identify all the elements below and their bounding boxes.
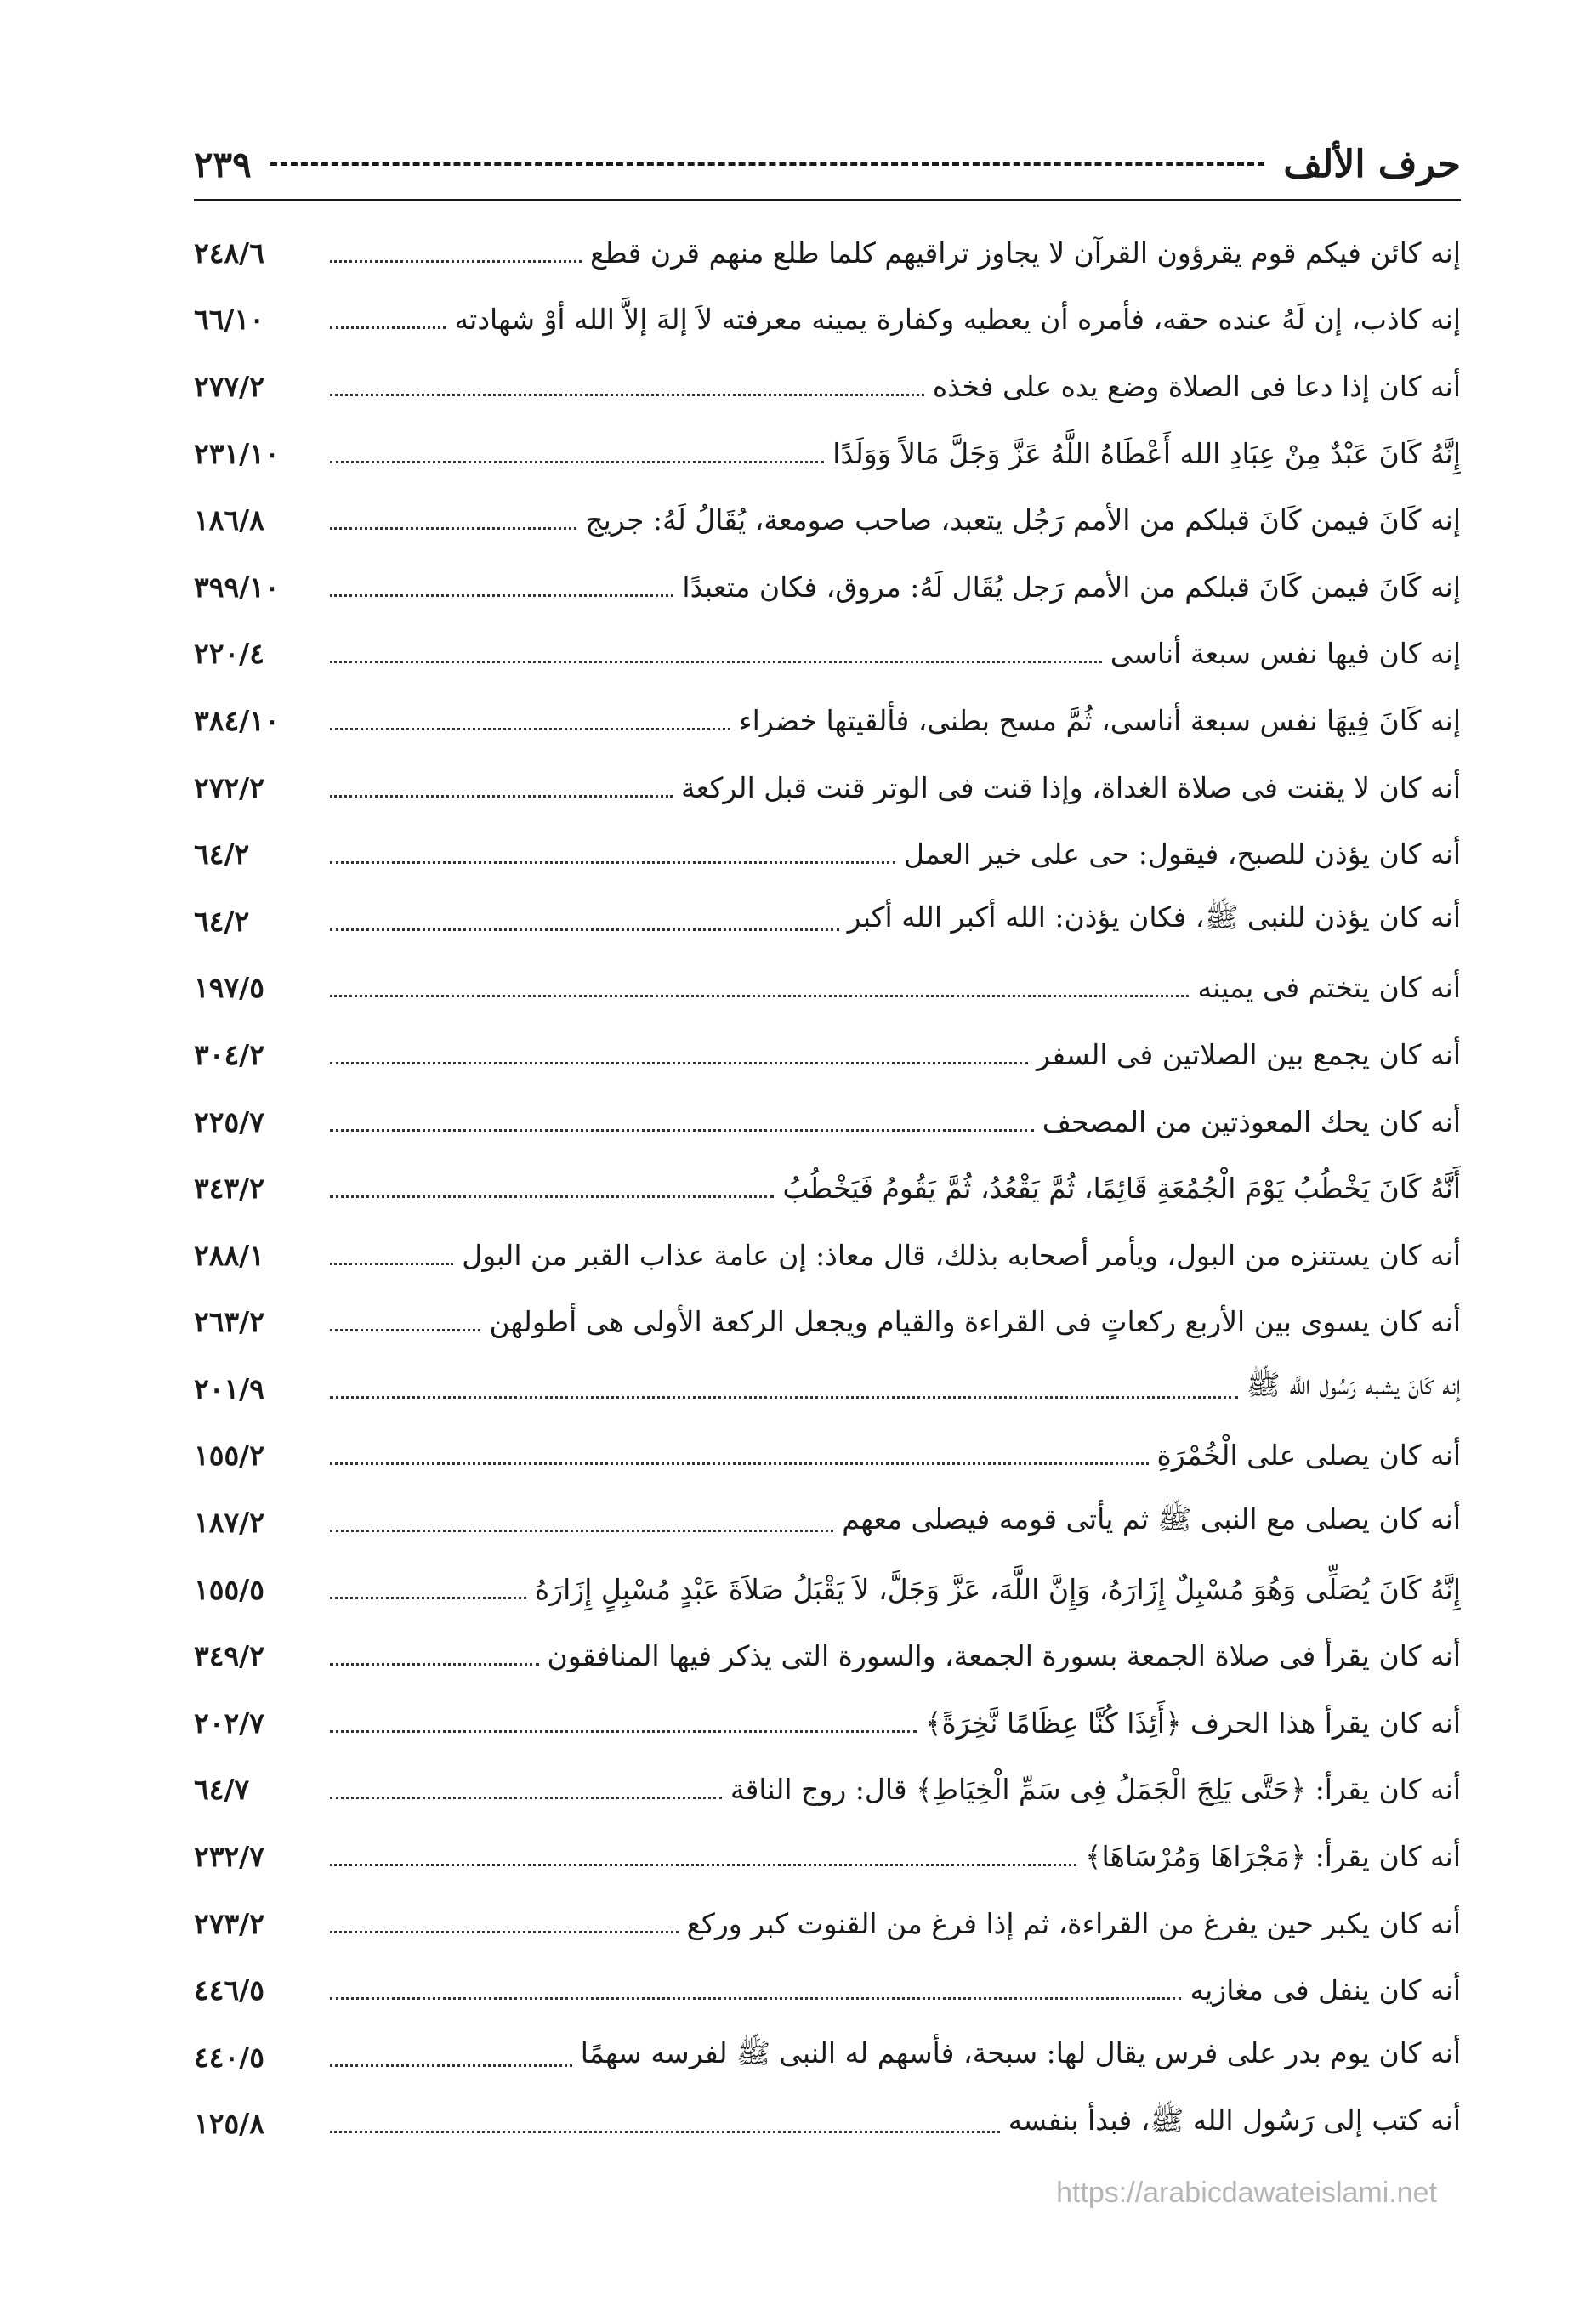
chapter-title: حرف الألف	[1283, 142, 1461, 186]
dot-leader	[330, 728, 730, 730]
index-entry	[194, 554, 1461, 621]
entry-text: أنه كان يؤذن للنبى ﷺ، فكان يؤذن: الله أكبر الله أكبر	[847, 900, 1461, 934]
dot-leader	[330, 1329, 480, 1331]
entry-reference: ٤٤٠/٥	[194, 2040, 264, 2074]
entry-reference: ٢٤٨/٦	[194, 236, 264, 270]
dot-leader	[330, 1530, 833, 1532]
index-entry	[194, 486, 1461, 554]
page-header	[194, 134, 1461, 194]
entry-text: أنه كان يصلى مع النبى ﷺ ثم يأتى قومه فيصلى معهم	[842, 1502, 1461, 1536]
dot-leader	[330, 1396, 1238, 1399]
index-entry	[194, 219, 1461, 287]
index-entry	[194, 687, 1461, 754]
entry-text: أنه كان يقرأ: ﴿مَجْرَاهَا وَمُرْسَاهَا﴾	[1085, 1840, 1461, 1874]
entry-text: أنه كتب إلى رَسُول الله ﷺ، فبدأ بنفسه	[1008, 2103, 1461, 2137]
entry-text: أنه كان يحك المعوذتين من المصحف	[1042, 1104, 1461, 1138]
index-entry	[194, 1355, 1461, 1422]
entry-text: إِنَّهُ كَانَ عَبْدٌ مِنْ عِبَادِ الله أَعْطَاهُ اللَّهُ عَزَّ وَجَلَّ مَالاً وَوَلَدًا	[832, 436, 1461, 470]
entry-text: أنه كان إذا دعا فى الصلاة وضع يده على فخذه	[932, 369, 1461, 403]
index-entry	[194, 353, 1461, 420]
dot-leader	[330, 1663, 539, 1666]
entry-reference: ٢٦٣/٢	[194, 1305, 264, 1339]
dot-leader	[330, 461, 824, 463]
dot-leader	[330, 795, 673, 798]
entry-text: إنه كَانَ فِيهَا نفس سبعة أناسى، ثُمَّ مسح بطنى، فألقيتها خضراء	[739, 703, 1461, 737]
entry-text: أنه كان يصلى على الْخُمْرَةِ	[1156, 1439, 1461, 1473]
index-entry	[194, 2024, 1461, 2091]
index-entry	[194, 621, 1461, 688]
entry-reference: ١٥٥/٥	[194, 1572, 264, 1606]
entry-text: إنه كائن فيكم قوم يقرؤون القرآن لا يجاوز تراقيهم كلما طلع منهم قرن قطع	[589, 236, 1461, 270]
index-entry	[194, 1622, 1461, 1689]
entry-text: أنه كان يستنزه من البول، ويأمر أصحابه بذلك، قال معاذ: إن عامة عذاب القبر من البول	[462, 1238, 1461, 1272]
dot-leader	[330, 1597, 526, 1599]
entry-reference: ٦٦/١٠	[194, 303, 264, 337]
entry-reference: ١٢٥/٨	[194, 2107, 264, 2141]
entry-text: أنه كان يكبر حين يفرغ من القراءة، ثم إذا فرغ من القنوت كبر وركع	[686, 1906, 1461, 1940]
index-entry	[194, 1689, 1461, 1757]
dot-leader	[330, 394, 924, 396]
dot-leader	[330, 260, 582, 263]
index-entry	[194, 287, 1461, 354]
page-number: ٢٣٩	[194, 143, 252, 185]
entry-reference: ١٨٧/٢	[194, 1506, 264, 1540]
dot-leader	[330, 326, 446, 329]
entry-text: إنه كان فيها نفس سبعة أناسى	[1110, 637, 1461, 671]
entry-reference: ١٥٥/٢	[194, 1439, 264, 1473]
entry-reference: ٣٩٩/١٠	[194, 570, 280, 604]
entry-text: أنه كان يتختم فى يمينه	[1197, 971, 1461, 1005]
entry-reference: ٦٤/٢	[194, 837, 250, 871]
index-entry	[194, 754, 1461, 821]
entry-reference: ٢٢٠/٤	[194, 637, 264, 671]
dot-leader	[330, 1462, 1149, 1465]
entry-reference: ٣٤٩/٢	[194, 1639, 264, 1673]
entry-reference: ١٨٦/٨	[194, 503, 264, 537]
dot-leader	[330, 928, 839, 931]
entry-reference: ٢٢٥/٧	[194, 1104, 264, 1138]
dot-leader	[330, 1195, 774, 1198]
index-entry	[194, 1757, 1461, 1824]
dot-leader	[330, 861, 895, 864]
entry-reference: ٤٤٦/٥	[194, 1973, 264, 2007]
entry-text: أنه كان يجمع بين الصلاتين فى السفر	[1036, 1037, 1461, 1071]
index-entry	[194, 1956, 1461, 2024]
dot-leader	[330, 1062, 1028, 1064]
dot-leader	[330, 1797, 722, 1799]
index-entry	[194, 2091, 1461, 2158]
index-entry	[194, 820, 1461, 888]
dot-leader	[330, 995, 1189, 997]
entry-reference: ٢٠٢/٧	[194, 1706, 264, 1740]
watermark-url: https://arabicdawateislami.net	[1056, 2177, 1437, 2209]
dot-leader	[330, 1129, 1034, 1132]
entry-text: أنه كان يقرأ: ﴿حَتَّى يَلِجَ الْجَمَلُ فِى سَمِّ الْخِيَاطِ﴾ قال: روج الناقة	[730, 1773, 1461, 1807]
index-entry	[194, 1422, 1461, 1490]
index-entry	[194, 1222, 1461, 1289]
entry-text: أنه كان يقرأ هذا الحرف ﴿أَئِذَا كُنَّا عِظَامًا نَّخِرَةً﴾	[925, 1706, 1461, 1740]
entry-text: أنه كان يسوى بين الأربع ركعاتٍ فى القراءة والقيام ويجعل الركعة الأولى هى أطولهن	[489, 1305, 1461, 1339]
index-entry	[194, 1823, 1461, 1890]
index-entry	[194, 955, 1461, 1022]
index-entry	[194, 1021, 1461, 1088]
entry-reference: ٣٤٣/٢	[194, 1172, 264, 1206]
dot-leader	[330, 1997, 1181, 2000]
index-entry	[194, 420, 1461, 487]
entry-reference: ٢٣٢/٧	[194, 1840, 264, 1874]
dot-leader	[330, 2131, 1000, 2133]
index-entry	[194, 1289, 1461, 1356]
dot-leader	[330, 527, 576, 530]
entry-reference: ٢٧٣/٢	[194, 1906, 264, 1940]
entry-text: أنه كان لا يقنت فى صلاة الغداة، وإذا قنت فى الوتر قنت قبل الركعة	[681, 770, 1461, 804]
header-rule	[194, 199, 1461, 201]
index-entry	[194, 1556, 1461, 1623]
entry-reference: ٦٤/٧	[194, 1773, 250, 1807]
index-entry	[194, 1489, 1461, 1556]
dot-leader	[330, 1730, 917, 1733]
index-entry	[194, 1890, 1461, 1957]
entry-reference: ٦٤/٢	[194, 904, 250, 938]
dot-leader	[330, 1864, 1076, 1866]
dot-leader	[330, 2064, 572, 2067]
dot-leader	[330, 661, 1102, 663]
dot-leader	[330, 594, 673, 597]
entry-reference: ١٩٧/٥	[194, 971, 264, 1005]
entry-reference: ٢٧٢/٢	[194, 770, 264, 804]
index-entry	[194, 1088, 1461, 1155]
entry-text: إِنَّهُ كَانَ يُصَلِّى وَهُوَ مُسْبِلٌ إِزَارَهُ، وَإِنَّ اللَّهَ، عَزَّ وَجَلَّ، لاَ يَقْبَلُ صَلاَةَ عَبْدٍ مُسْبِلٍ إِزَارَهُ	[534, 1572, 1461, 1606]
header-dash-line	[270, 162, 1265, 166]
entry-text: أنه كان يؤذن للصبح، فيقول: حى على خير العمل	[903, 837, 1461, 871]
entry-text: أنه كان ينفل فى مغازيه	[1190, 1973, 1461, 2007]
entry-text: أنه كان يقرأ فى صلاة الجمعة بسورة الجمعة، والسورة التى يذكر فيها المنافقون	[547, 1639, 1461, 1673]
entry-reference: ٣٠٤/٢	[194, 1037, 264, 1071]
index-entry	[194, 1155, 1461, 1222]
entry-text: إنه كَانَ فيمن كَانَ قبلكم من الأمم رَجُل يتعبد، صاحب صومعة، يُقَالُ لَهُ: جريج	[585, 503, 1461, 537]
entry-reference: ٢٣١/١٠	[194, 436, 280, 470]
entry-text: أَنَّهُ كَانَ يَخْطُبُ يَوْمَ الْجُمُعَةِ قَائِمًا، ثُمَّ يَقْعُدُ، ثُمَّ يَقُومُ فَيَخْطُبُ	[782, 1172, 1461, 1206]
entry-text: إنه كَانَ فيمن كَانَ قبلكم من الأمم رَجل يُقَال لَهُ: مروق، فكان متعبدًا	[682, 570, 1461, 604]
dot-leader	[330, 1931, 679, 1933]
index-entry-list	[194, 219, 1461, 2157]
entry-text: أنه كان يوم بدر على فرس يقال لها: سبحة، فأسهم له النبى ﷺ لفرسه سهمًا	[580, 2036, 1461, 2070]
entry-reference: ٢٠١/٩	[194, 1371, 264, 1405]
entry-text: إنه كاذب، إن لَهُ عنده حقه، فأمره أن يعطيه وكفارة يمينه معرفته لاَ إلهَ إلاَّ الله أوْ شهادته	[454, 303, 1461, 337]
entry-reference: ٢٨٨/١	[194, 1238, 264, 1272]
index-entry	[194, 888, 1461, 955]
entry-text: إنه كَانَ يشبه رَسُول اللَّه ﷺ	[1246, 1368, 1461, 1402]
entry-reference: ٣٨٤/١٠	[194, 703, 280, 737]
dot-leader	[330, 1263, 453, 1265]
entry-reference: ٢٧٧/٢	[194, 369, 264, 403]
